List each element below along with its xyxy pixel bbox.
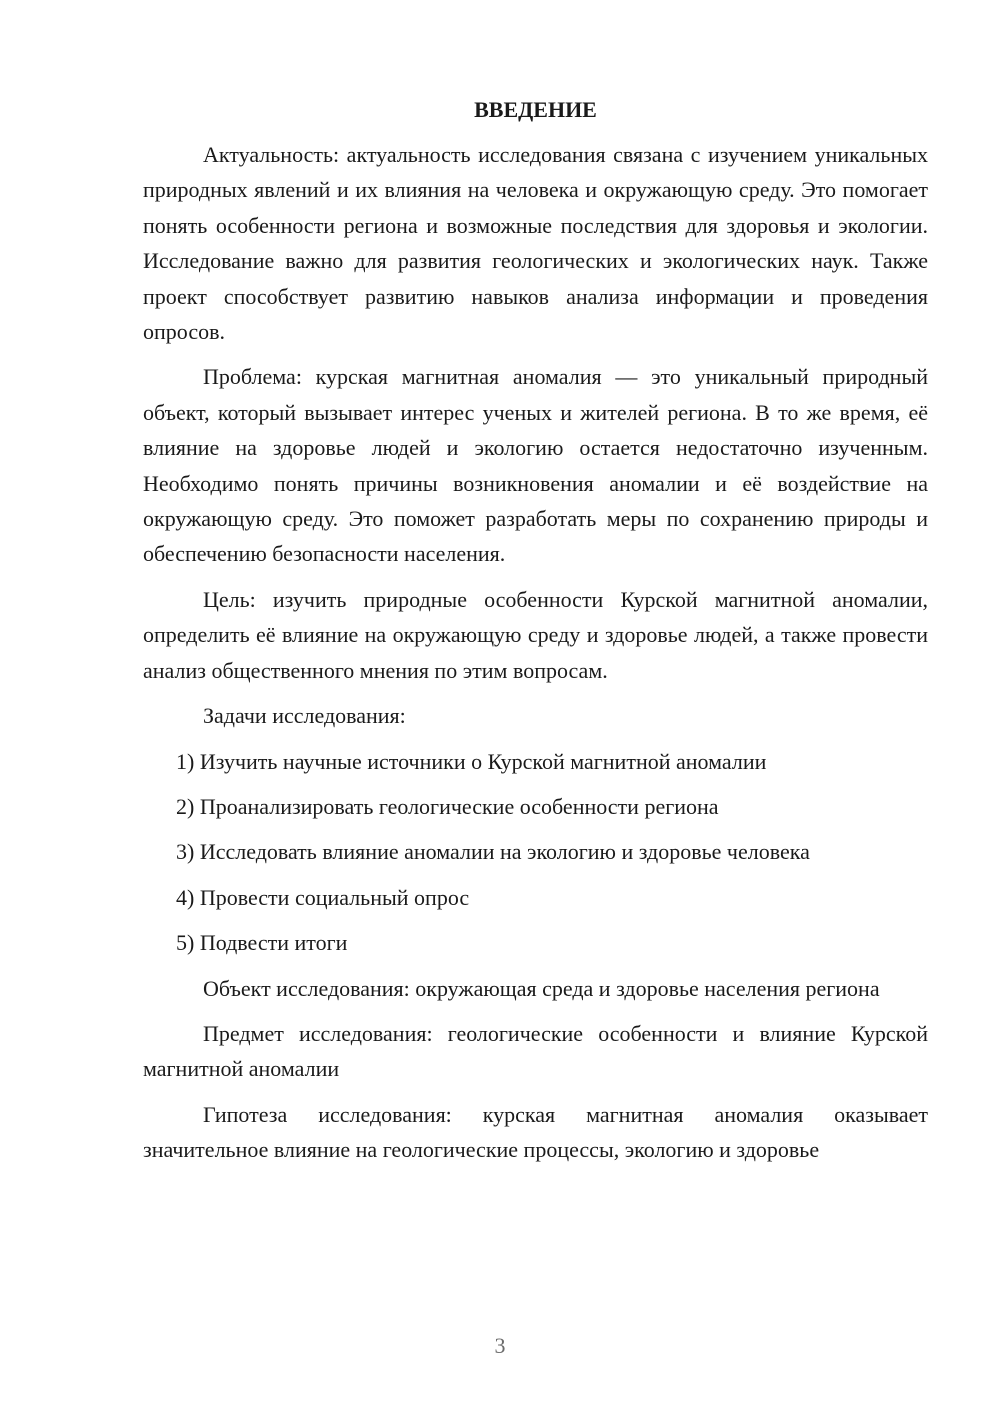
relevance-paragraph: Актуальность: актуальность исследования связана с изучением уникальных природных явлений и их влияния на человека и окружающую среду. Это помогает понять особенности региона и возможные последствия для здоровья и экологии. Исследование важно для развития геологических и экологических наук. Также проект способствует развитию навыков анализа информации и проведения опросов. bbox=[143, 142, 928, 345]
page-content bbox=[143, 95, 928, 1178]
task-item: 3) Исследовать влияние аномалии на экологию и здоровье человека bbox=[176, 839, 810, 865]
tasks-list bbox=[143, 744, 928, 961]
hypothesis-paragraph: Гипотеза исследования: курская магнитная аномалия оказывает значительное влияние на геологические процессы, экологию и здоровье bbox=[143, 1101, 928, 1163]
task-item: 5) Подвести итоги bbox=[176, 930, 348, 956]
subject-paragraph: Предмет исследования: геологические особенности и влияние Курской магнитной аномалии bbox=[143, 1020, 928, 1082]
page-number: 3 bbox=[494, 1333, 506, 1358]
page-title: ВВЕДЕНИЕ bbox=[474, 97, 597, 122]
task-item: 4) Провести социальный опрос bbox=[176, 884, 470, 910]
problem-paragraph: Проблема: курская магнитная аномалия — это уникальный природный объект, который вызывает интерес ученых и жителей региона. В то же время, её влияние на здоровье людей и экологию остается недостаточно изученным. Необходимо понять причины возникновения аномалии и её воздействие на окружающую среду. Это поможет разработать меры по сохранению природы и обеспечению безопасности населения. bbox=[143, 364, 928, 567]
tasks-heading: Задачи исследования: bbox=[203, 703, 406, 729]
task-item: 1) Изучить научные источники о Курской магнитной аномалии bbox=[176, 748, 767, 774]
task-item: 2) Проанализировать геологические особенности региона bbox=[176, 793, 719, 819]
goal-paragraph: Цель: изучить природные особенности Курской магнитной аномалии, определить её влияние на окружающую среду и здоровье людей, а также провести анализ общественного мнения по этим вопросам. bbox=[143, 586, 928, 683]
object-paragraph: Объект исследования: окружающая среда и здоровье населения региона bbox=[203, 975, 880, 1001]
